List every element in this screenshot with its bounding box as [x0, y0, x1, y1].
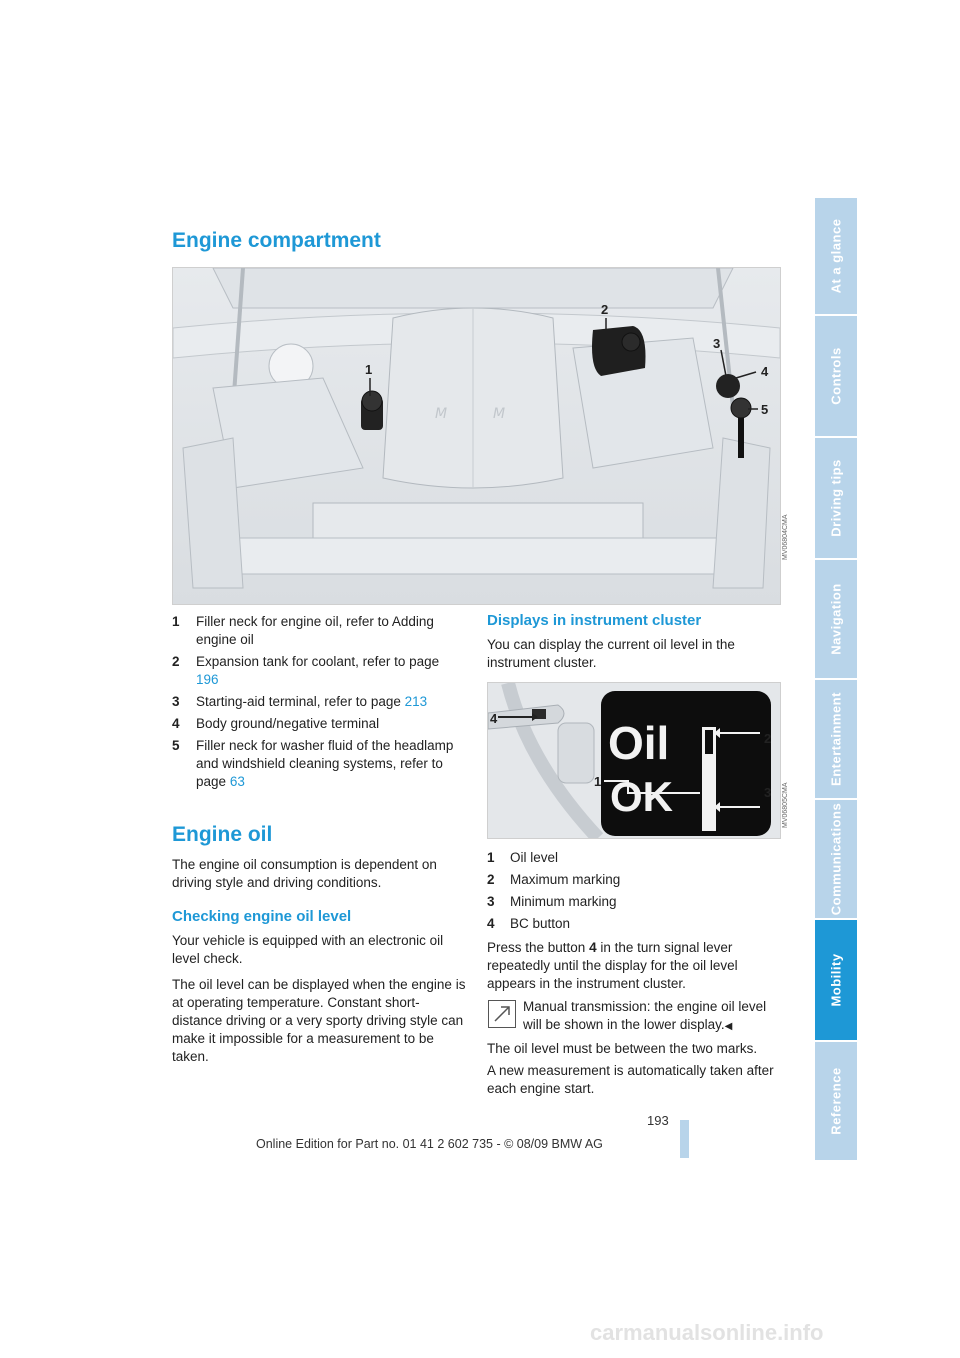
- press-text: in the turn signal lever repeatedly until the display for the oil level appears in the instrument cluster.: [487, 940, 738, 991]
- item-text: Expansion tank for coolant, refer to page: [196, 654, 440, 669]
- item-text: Oil level: [510, 850, 559, 865]
- side-tab-label: Navigation: [828, 583, 844, 655]
- callout-2: 2: [601, 302, 609, 317]
- side-tab-label: At a glance: [828, 218, 844, 294]
- watermark: carmanualsonline.info: [590, 1320, 824, 1345]
- side-tab-driving-tips[interactable]: [815, 438, 857, 558]
- engine-logo: M: [435, 406, 448, 422]
- page-number: 193: [647, 1113, 669, 1128]
- callout-4: 4: [490, 711, 498, 726]
- footer-edition: Online Edition for Part no. 01 41 2 602 735 - © 08/09 BMW AG: [256, 1137, 603, 1151]
- side-tab-label: Controls: [828, 347, 844, 405]
- display-oil-text: Oil: [608, 717, 670, 769]
- item-number: 2: [487, 872, 495, 887]
- engine-bay-drawing: [173, 268, 780, 604]
- item-text: Starting-aid terminal, refer to page: [196, 694, 401, 709]
- item-number: 2: [172, 654, 180, 669]
- note-text: [523, 998, 779, 1036]
- item-number: 4: [172, 716, 180, 731]
- press-button-paragraph: [487, 939, 777, 993]
- page-link[interactable]: 196: [196, 672, 219, 687]
- engine-oil-intro: The engine oil consumption is dependent on driving style and driving conditions.: [172, 857, 437, 890]
- note-arrow-icon: [489, 1001, 515, 1027]
- engine-compartment-illustration: [172, 267, 781, 605]
- side-tab-navigation[interactable]: [815, 560, 857, 678]
- list-item: [487, 871, 777, 889]
- display-ok-text: OK: [610, 773, 673, 820]
- list-item: [487, 915, 777, 933]
- note-icon: [488, 1000, 516, 1028]
- item-text: Body ground/negative terminal: [196, 716, 380, 731]
- note-end-mark: ◀: [724, 1021, 733, 1032]
- checking-paragraph-2: The oil level can be displayed when the engine is at operating temperature. Constant short-distance driving or a very sporty driving style can make it impossible for a measurement to be taken.: [172, 977, 466, 1064]
- list-item: [172, 715, 464, 733]
- list-item: [172, 737, 468, 791]
- callout-5: 5: [761, 402, 769, 417]
- oil-between-marks: The oil level must be between the two marks.: [487, 1041, 758, 1056]
- callout-3: 3: [764, 785, 772, 800]
- subsection-title-checking: Checking engine oil level: [172, 908, 352, 925]
- item-number: 5: [172, 738, 180, 753]
- side-tab-communications[interactable]: [815, 800, 857, 918]
- list-item: [487, 849, 777, 867]
- item-number: 3: [172, 694, 180, 709]
- side-tab-reference[interactable]: [815, 1042, 857, 1160]
- figure-code: MV06804CMA: [782, 514, 789, 560]
- item-text: Minimum marking: [510, 894, 617, 909]
- list-item: [487, 893, 777, 911]
- side-tab-controls[interactable]: [815, 316, 857, 436]
- callout-4: 4: [761, 364, 769, 379]
- section-title-engine-compartment: Engine compartment: [172, 229, 381, 252]
- callout-1: 1: [594, 774, 602, 789]
- side-tab-entertainment[interactable]: [815, 680, 857, 798]
- new-measurement: A new measurement is automatically taken after each engine start.: [487, 1063, 774, 1096]
- footer-bar: [680, 1120, 689, 1158]
- side-tab-label: Driving tips: [828, 459, 844, 537]
- callout-3: 3: [713, 336, 721, 351]
- oil-display-drawing: [488, 683, 780, 838]
- side-tab-label: Mobility: [828, 953, 844, 1007]
- callout-2: 2: [764, 731, 772, 746]
- item-text: Filler neck for washer fluid of the headlamp and windshield cleaning systems, refer to page: [196, 738, 454, 789]
- page-link[interactable]: 63: [229, 774, 245, 789]
- item-text: Maximum marking: [510, 872, 621, 887]
- side-tab-label: Entertainment: [828, 692, 844, 786]
- item-number: 4: [487, 916, 495, 931]
- figure-code: MV06805CMA: [782, 782, 789, 828]
- item-number: 3: [487, 894, 495, 909]
- press-text: Press the button: [487, 940, 590, 955]
- side-tab-at-a-glance[interactable]: [815, 198, 857, 314]
- list-item: [172, 613, 464, 649]
- item-number: 1: [172, 614, 180, 629]
- page-link[interactable]: 213: [404, 694, 428, 709]
- item-text: BC button: [510, 916, 571, 931]
- subsection-title-displays: Displays in instrument cluster: [487, 612, 702, 629]
- side-tab-label: Reference: [828, 1067, 844, 1135]
- note-body: Manual transmission: the engine oil level will be shown in the lower display.: [523, 999, 767, 1032]
- engine-logo: M: [493, 406, 506, 422]
- displays-intro: You can display the current oil level in the instrument cluster.: [487, 637, 735, 670]
- side-tab-mobility[interactable]: [815, 920, 857, 1040]
- section-title-engine-oil: Engine oil: [172, 823, 273, 846]
- press-number: 4: [589, 940, 597, 955]
- callout-1: 1: [365, 362, 373, 377]
- instrument-cluster-illustration: [487, 682, 781, 839]
- list-item: [172, 653, 464, 689]
- item-text: Filler neck for engine oil, refer to Adding engine oil: [196, 614, 434, 647]
- item-number: 1: [487, 850, 495, 865]
- list-item: [172, 693, 464, 711]
- side-tab-label: Communications: [828, 802, 844, 916]
- checking-paragraph-1: Your vehicle is equipped with an electronic oil level check.: [172, 933, 444, 966]
